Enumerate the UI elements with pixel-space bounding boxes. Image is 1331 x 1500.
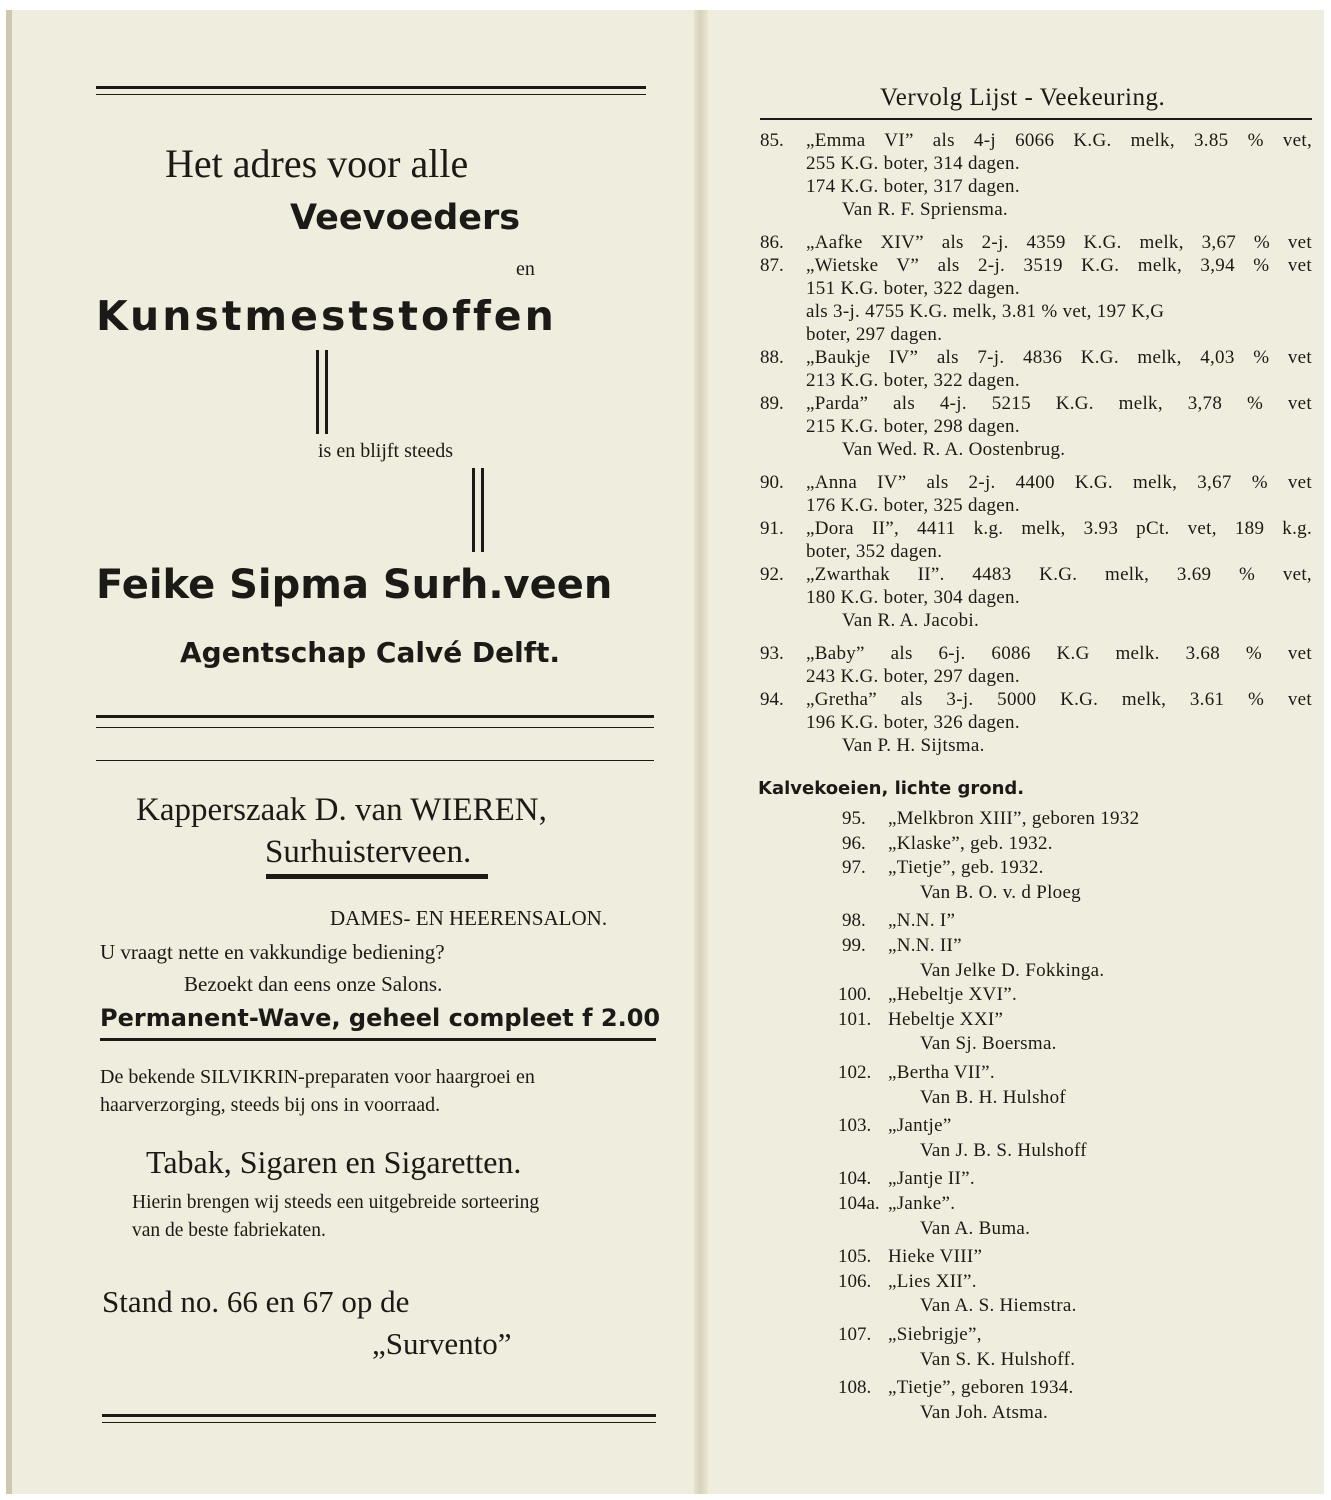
entry-line: „Emma VI” als 4-j 6066 K.G. melk, 3.85 % vet, xyxy=(806,130,1312,151)
calf-owner: Van J. B. S. Hulshoff xyxy=(920,1139,1087,1161)
calf-entry: „Klaske”, geb. 1932. xyxy=(888,832,1053,854)
calf-entry: „Melkbron XIII”, geboren 1932 xyxy=(888,808,1140,829)
section-heading: Kalvekoeien, lichte grond. xyxy=(758,778,1025,799)
calf-entry: „Tietje”, geboren 1934. xyxy=(888,1377,1074,1399)
entry-number: 92. xyxy=(760,564,784,585)
divider-bar xyxy=(316,350,319,434)
entry-number: 89. xyxy=(760,393,784,414)
calf-entry: „Siebrigje”, xyxy=(888,1324,982,1345)
calf-number: 95. xyxy=(842,808,866,829)
mid-rule-thin xyxy=(96,760,654,761)
calf-number: 100. xyxy=(838,984,872,1006)
calf-entry: „Lies XII”. xyxy=(888,1270,977,1292)
entry-line: 215 K.G. boter, 298 dagen. xyxy=(806,416,1020,437)
ad1-company: Feike Sipma Surh.veen xyxy=(96,562,613,608)
calf-number: 103. xyxy=(838,1115,872,1137)
calf-number: 104. xyxy=(838,1168,872,1190)
calf-owner: Van Jelke D. Fokkinga. xyxy=(920,959,1105,981)
ad2-survento: „Survento” xyxy=(372,1326,512,1361)
calf-number: 99. xyxy=(842,935,866,956)
entry-number: 88. xyxy=(760,347,784,368)
ad2-tabak-text: Hierin brengen wij steeds een uitgebreide sorteering xyxy=(132,1192,540,1213)
calf-number: 107. xyxy=(838,1324,872,1345)
ad1-blijft: is en blijft steeds xyxy=(318,440,453,462)
top-rule-thin xyxy=(96,94,646,95)
ad2-salon: DAMES- EN HEERENSALON. xyxy=(330,906,608,930)
calf-number: 101. xyxy=(838,1008,872,1030)
top-rule xyxy=(96,86,646,89)
entry-line: „Aafke XIV” als 2-j. 4359 K.G. melk, 3,67 % vet xyxy=(806,232,1312,253)
entry-line: 196 K.G. boter, 326 dagen. xyxy=(806,712,1020,733)
calf-owner: Van B. H. Hulshof xyxy=(920,1086,1067,1108)
ad1-line1: Het adres voor alle xyxy=(165,141,469,186)
town-underline xyxy=(266,874,488,879)
entry-line: 151 K.G. boter, 322 dagen. xyxy=(806,278,1020,299)
entry-line: boter, 352 dagen. xyxy=(806,541,943,562)
calf-entry: „Jantje” xyxy=(888,1115,952,1137)
mid-rule xyxy=(96,715,654,718)
entry-owner: Van P. H. Sijtsma. xyxy=(842,735,985,756)
page-gutter xyxy=(694,10,708,1494)
entry-line: 243 K.G. boter, 297 dagen. xyxy=(806,666,1020,687)
calf-entry: „Janke”. xyxy=(888,1193,956,1214)
calf-entry: „Hebeltje XVI”. xyxy=(888,984,1017,1006)
ad1-en: en xyxy=(516,258,535,280)
entry-number: 93. xyxy=(760,643,784,664)
calf-entry: „N.N. I” xyxy=(888,910,956,932)
entry-number: 87. xyxy=(760,255,784,276)
ad2-title: Kapperszaak D. van WIEREN, xyxy=(136,792,547,828)
ad1-kunstmeststoffen: Kunstmeststoffen xyxy=(96,292,557,340)
calf-number: 97. xyxy=(842,857,866,879)
bottom-rule-thin xyxy=(102,1422,656,1423)
entry-line: 213 K.G. boter, 322 dagen. xyxy=(806,370,1020,391)
entry-line: „Parda” als 4-j. 5215 K.G. melk, 3,78 % vet xyxy=(806,393,1312,414)
calf-owner: Van S. K. Hulshoff. xyxy=(920,1348,1076,1370)
calf-number: 98. xyxy=(842,910,866,932)
calf-entry: „Bertha VII”. xyxy=(888,1062,995,1083)
entry-line: „Zwarthak II”. 4483 K.G. melk, 3.69 % vet, xyxy=(806,564,1312,585)
header-rule xyxy=(760,118,1312,120)
ad2-visit: Bezoekt dan eens onze Salons. xyxy=(184,972,443,996)
divider-bar xyxy=(325,350,328,434)
calf-owner: Van B. O. v. d Ploeg xyxy=(920,881,1081,903)
mid-rule-thin xyxy=(96,727,654,728)
calf-number: 106. xyxy=(838,1270,872,1292)
entry-number: 94. xyxy=(760,689,784,710)
ad2-town: Surhuisterveen. xyxy=(265,834,472,870)
bottom-rule xyxy=(102,1414,656,1417)
entry-line: „Dora II”, 4411 k.g. melk, 3.93 pCt. vet, 189 k.g. xyxy=(806,518,1312,539)
ad2-silvikrin: De bekende SILVIKRIN-preparaten voor haargroei en xyxy=(100,1066,535,1088)
entry-line: 255 K.G. boter, 314 dagen. xyxy=(806,153,1020,174)
calf-entry: „Jantje II”. xyxy=(888,1168,975,1190)
ad2-silvikrin-2: haarverzorging, steeds bij ons in voorraad. xyxy=(100,1094,441,1116)
entry-number: 91. xyxy=(760,518,784,539)
calf-entry: Hebeltje XXI” xyxy=(888,1008,1004,1030)
calf-number: 105. xyxy=(838,1246,872,1268)
entry-line: 176 K.G. boter, 325 dagen. xyxy=(806,495,1020,516)
calf-number: 102. xyxy=(838,1062,872,1083)
calf-number: 96. xyxy=(842,832,866,854)
calf-entry: „N.N. II” xyxy=(888,935,962,956)
entry-owner: Van Wed. R. A. Oostenbrug. xyxy=(842,439,1066,460)
ad1-agency: Agentschap Calvé Delft. xyxy=(180,636,560,669)
calf-number: 108. xyxy=(838,1377,872,1399)
page-header: Vervolg Lijst - Veekeuring. xyxy=(880,84,1166,111)
entry-line: 174 K.G. boter, 317 dagen. xyxy=(806,176,1020,197)
ad2-tabak: Tabak, Sigaren en Sigaretten. xyxy=(146,1144,522,1180)
ad1-veevoeders: Veevoeders xyxy=(290,198,521,238)
ad2-stand: Stand no. 66 en 67 op de xyxy=(102,1284,410,1319)
ad2-permanent-wave: Permanent-Wave, geheel compleet f 2.00 xyxy=(100,1004,661,1032)
entry-number: 90. xyxy=(760,472,784,493)
entry-line: boter, 297 dagen. xyxy=(806,324,943,345)
entry-line: 180 K.G. boter, 304 dagen. xyxy=(806,587,1020,608)
entry-line: „Baby” als 6-j. 6086 K.G melk. 3.68 % vet xyxy=(806,643,1312,664)
entry-line: „Baukje IV” als 7-j. 4836 K.G. melk, 4,03 % vet xyxy=(806,347,1312,368)
divider-bar xyxy=(472,468,475,552)
calf-owner: Van Sj. Boersma. xyxy=(920,1033,1057,1055)
ad2-tabak-text-2: van de beste fabriekaten. xyxy=(132,1220,326,1241)
entry-line: „Wietske V” als 2-j. 3519 K.G. melk, 3,94 % vet xyxy=(806,255,1312,276)
entry-line: „Gretha” als 3-j. 5000 K.G. melk, 3.61 % vet xyxy=(806,689,1312,710)
calf-owner: Van A. Buma. xyxy=(920,1217,1031,1239)
calf-entry: Hieke VIII” xyxy=(888,1246,983,1268)
entry-line: als 3-j. 4755 K.G. melk, 3.81 % vet, 197 K,G xyxy=(806,301,1165,322)
entry-line: „Anna IV” als 2-j. 4400 K.G. melk, 3,67 % vet xyxy=(806,472,1312,493)
perm-rule xyxy=(100,1038,656,1041)
calf-number: 104a. xyxy=(838,1193,880,1214)
divider-bar xyxy=(481,468,484,552)
entry-owner: Van R. A. Jacobi. xyxy=(842,610,980,631)
calf-owner: Van A. S. Hiemstra. xyxy=(920,1295,1077,1317)
entry-number: 86. xyxy=(760,232,784,253)
calf-owner: Van Joh. Atsma. xyxy=(920,1401,1048,1423)
entry-owner: Van R. F. Spriensma. xyxy=(842,199,1008,220)
ad2-question: U vraagt nette en vakkundige bediening? xyxy=(100,940,445,964)
entry-number: 85. xyxy=(760,130,784,151)
calf-entry: „Tietje”, geb. 1932. xyxy=(888,857,1044,879)
